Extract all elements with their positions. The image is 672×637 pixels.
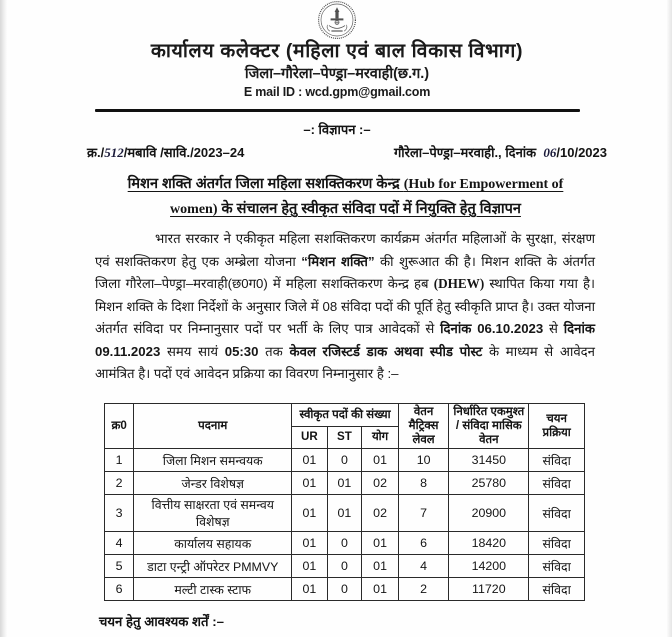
table-row bbox=[105, 495, 585, 532]
cell-process: संविदा bbox=[529, 532, 585, 555]
cell-total: 02 bbox=[362, 495, 399, 532]
cell-salary: 18420 bbox=[449, 532, 529, 555]
table-head bbox=[105, 404, 585, 449]
advertisement-caption: –: विज्ञापन :– bbox=[303, 122, 371, 137]
reference-prefix: क्र./ bbox=[87, 145, 105, 160]
cell-salary: 20900 bbox=[449, 495, 529, 532]
place-date-block bbox=[394, 143, 607, 161]
date-label: दिनांक bbox=[505, 145, 537, 160]
date-day: 06 bbox=[543, 145, 557, 160]
cell-total: 01 bbox=[362, 555, 399, 578]
place-name: गौरेला–पेण्ड्रा–मरवाही., bbox=[393, 145, 502, 160]
cell-process: संविदा bbox=[529, 578, 585, 601]
document-sheet bbox=[7, 0, 667, 637]
cell-salary: 14200 bbox=[449, 555, 529, 578]
cell-st: 0 bbox=[327, 578, 362, 601]
reference-number: 512 bbox=[104, 145, 124, 160]
cell-serial: 3 bbox=[105, 495, 134, 532]
cell-total: 02 bbox=[362, 472, 399, 495]
cell-salary: 31450 bbox=[449, 449, 529, 472]
header-st: ST bbox=[327, 426, 362, 449]
cell-pay-level: 6 bbox=[398, 532, 448, 555]
reference-number-block bbox=[87, 143, 244, 161]
table-header-row-1 bbox=[105, 404, 585, 427]
deadline-time: 05:30 bbox=[224, 343, 259, 359]
posts-table bbox=[104, 403, 585, 601]
para-segment-g: तक bbox=[258, 343, 290, 359]
india-national-emblem-icon bbox=[315, 0, 359, 40]
title-line2-english: women) bbox=[170, 202, 218, 217]
submission-mode: केवल रजिस्टर्ड डाक अथवा स्पीड पोस्ट bbox=[289, 343, 483, 359]
conditions-heading: चयन हेतु आवश्यक शर्तें :– bbox=[99, 614, 224, 629]
cell-st: 0 bbox=[327, 532, 362, 555]
cell-ur: 01 bbox=[292, 532, 327, 555]
cell-st: 01 bbox=[327, 495, 362, 532]
title-line2-hindi: के संचालन हेतु स्वीकृत संविदा पदों में नियुक्ति हेतु विज्ञापन bbox=[217, 201, 521, 217]
para-segment-h: के माध्यम से आवेदन आमंत्रित है। पदों एवं आवेदन प्रक्रिया का विवरण निम्नानुसार है :– bbox=[95, 343, 596, 381]
header-post-name: पदनाम bbox=[134, 404, 292, 449]
cell-post-name: जिला मिशन समन्वयक bbox=[134, 449, 292, 472]
cell-pay-level: 7 bbox=[398, 495, 448, 532]
table-row bbox=[105, 472, 585, 495]
page-title bbox=[93, 172, 598, 222]
cell-ur: 01 bbox=[292, 495, 327, 532]
table-row bbox=[105, 555, 585, 578]
header-divider bbox=[95, 109, 580, 112]
para-segment-b: की शुरूआत की है। मिशन शक्ति के अंतर्गत जिला गौरेला–पेण्ड्रा–मरवाही(छ0ग0) में महिला सशक्तिकरण केन्द्र हब bbox=[95, 253, 595, 291]
end-date-text: दिनांक 09.11.2023 bbox=[95, 321, 595, 359]
dhew-abbreviation: (DHEW) bbox=[433, 276, 485, 291]
cell-pay-level: 2 bbox=[398, 578, 448, 601]
cell-process: संविदा bbox=[529, 449, 585, 472]
reference-year: 2023–24 bbox=[193, 145, 245, 160]
scheme-name: “मिशन शक्ति” bbox=[301, 253, 375, 269]
district-line: जिला–गौरेला–पेण्ड्रा–मरवाही(छ.ग.) bbox=[244, 66, 430, 82]
cell-process: संविदा bbox=[529, 495, 585, 532]
cell-ur: 01 bbox=[292, 578, 327, 601]
header-salary: निर्धारित एकमुश्त / संविदा मासिक वेतन bbox=[449, 404, 529, 449]
reference-row bbox=[87, 143, 607, 161]
table-row bbox=[105, 532, 585, 555]
cell-st: 0 bbox=[327, 449, 362, 472]
scan-edge-left bbox=[0, 0, 7, 637]
date-rest: /10/2023 bbox=[556, 145, 607, 160]
cell-ur: 01 bbox=[292, 472, 327, 495]
cell-total: 01 bbox=[362, 578, 399, 601]
start-date-text: दिनांक 06.10.2023 bbox=[440, 321, 544, 336]
cell-pay-level: 8 bbox=[398, 472, 448, 495]
cell-serial: 1 bbox=[105, 449, 134, 472]
cell-serial: 4 bbox=[105, 532, 134, 555]
cell-total: 01 bbox=[362, 449, 399, 472]
cell-salary: 25780 bbox=[449, 472, 529, 495]
cell-serial: 5 bbox=[105, 555, 134, 578]
header-serial-number: क्र0 bbox=[105, 404, 134, 449]
emblem-container bbox=[7, 0, 667, 40]
cell-serial: 2 bbox=[105, 472, 134, 495]
cell-pay-level: 4 bbox=[398, 555, 448, 578]
body-paragraph bbox=[95, 228, 595, 386]
cell-serial: 6 bbox=[105, 578, 134, 601]
cell-post-name: जेन्डर विशेषज्ञ bbox=[134, 472, 292, 495]
header-sanctioned-posts-group: स्वीकृत पदों की संख्या bbox=[292, 404, 399, 427]
cell-post-name: वित्तीय साक्षरता एवं समन्वय विशेषज्ञ bbox=[134, 495, 292, 532]
header-pay-level: वेतन मैट्रिक्स लेवल bbox=[398, 404, 448, 449]
header-ur: UR bbox=[292, 426, 327, 449]
email-line: E mail ID : wcd.gpm@gmail.com bbox=[243, 85, 431, 99]
table-body bbox=[105, 449, 585, 601]
cell-post-name: मल्टी टास्क स्टाफ bbox=[134, 578, 292, 601]
header-selection-process: चयन प्रक्रिया bbox=[529, 404, 585, 449]
para-segment-c: स्थापित किया गया है। मिशन शक्ति के दिशा निर्देशों के अनुसार जिले में 08 संविदा पदों की पूर्ति हेतु स्वीकृति प्राप्त है। उक्त योजना अंतर्गत संविदा पर निम्नानुसार पदों पर भर्ती के लिए पात्र आवेदकों से bbox=[95, 276, 595, 336]
cell-ur: 01 bbox=[292, 555, 327, 578]
para-segment-f: समय सायं bbox=[160, 343, 225, 359]
scan-edge-right bbox=[667, 0, 672, 637]
office-title: कार्यालय कलेक्टर (महिला एवं बाल विकास विभाग) bbox=[150, 40, 524, 62]
cell-pay-level: 10 bbox=[398, 449, 448, 472]
cell-post-name: डाटा एन्ट्री ऑपरेटर PMMVY bbox=[134, 555, 292, 578]
cell-process: संविदा bbox=[529, 472, 585, 495]
header-total: योग bbox=[362, 426, 399, 449]
para-segment-a: भारत सरकार ने एकीकृत महिला सशक्तिकरण कार्यक्रम अंतर्गत महिलाओं के सुरक्षा, संरक्षण एवं सशक्तिकरण हेतु एक अम्ब्रेला योजना bbox=[95, 231, 595, 269]
table-row bbox=[105, 578, 585, 601]
cell-salary: 11720 bbox=[449, 578, 529, 601]
table-row bbox=[105, 449, 585, 472]
cell-total: 01 bbox=[362, 532, 399, 555]
cell-post-name: कार्यालय सहायक bbox=[134, 532, 292, 555]
title-line1-hindi: मिशन शक्ति अंतर्गत जिला महिला सशक्तिकरण केन्द्र bbox=[127, 176, 404, 192]
para-segment-e: से bbox=[543, 321, 564, 336]
cell-st: 0 bbox=[327, 555, 362, 578]
title-line1-english: (Hub for Empowerment of bbox=[403, 177, 564, 192]
posts-table-container bbox=[104, 403, 585, 601]
cell-st: 01 bbox=[327, 472, 362, 495]
cell-process: संविदा bbox=[529, 555, 585, 578]
reference-middle: /मबावि /सावि./ bbox=[123, 145, 194, 160]
cell-ur: 01 bbox=[292, 449, 327, 472]
